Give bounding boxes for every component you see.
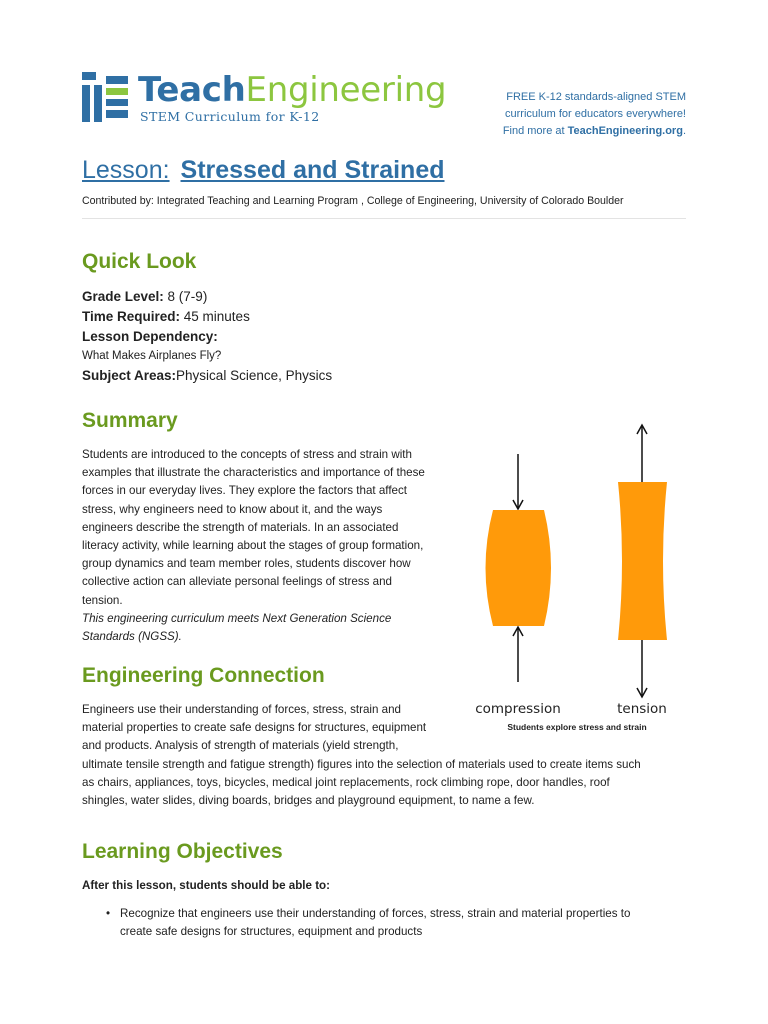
compression-label: compression [475, 701, 561, 717]
figure-caption: Students explore stress and strain [507, 722, 647, 732]
lesson-title[interactable] [82, 154, 445, 186]
teachengineering-logo[interactable] [82, 70, 462, 130]
engineering-connection-heading: Engineering Connection [82, 664, 325, 687]
compression-block [486, 510, 552, 626]
objectives-list [106, 905, 686, 941]
dependency-link[interactable]: What Makes Airplanes Fly? [82, 350, 222, 362]
summary-heading: Summary [82, 409, 178, 432]
quick-look-heading: Quick Look [82, 250, 197, 273]
learning-objectives-heading: Learning Objectives [82, 840, 283, 863]
objectives-intro: After this lesson, students should be able to: [82, 879, 331, 892]
promo-line-1: FREE K-12 standards-aligned STEM [506, 91, 686, 103]
list-item: • Recognize that engineers use their understanding of forces, stress, strain and material properties to create safe designs for structures, equipment and products [106, 905, 686, 941]
logo-wordmark: TeachEngineering [138, 70, 447, 110]
divider [82, 218, 686, 219]
lesson-prefix: Lesson: [82, 156, 170, 184]
promo-text [466, 89, 686, 140]
logo-mark-icon [82, 72, 130, 122]
compression-tension-diagram [466, 420, 688, 720]
ngss-note: This engineering curriculum meets Next Generation Science [82, 611, 392, 625]
tension-block [618, 482, 667, 640]
stress-strain-figure [466, 420, 688, 740]
logo-tagline: STEM Curriculum for K-12 [140, 109, 320, 124]
lesson-name[interactable]: Stressed and Strained [180, 156, 445, 184]
tension-label: tension [617, 701, 667, 717]
quick-look-details: Grade Level: 8 (7-9) Time Required: 45 minutes Lesson Dependency: What Makes Airplanes Fly? Subject Areas:Physical Science, Physics [82, 289, 333, 383]
contributed-by: Contributed by: Integrated Teaching and Learning Program , College of Engineering, University of Colorado Boulder [82, 195, 624, 207]
promo-line-3: Find more at TeachEngineering.org. [502, 125, 686, 137]
teachengineering-link[interactable]: TeachEngineering.org [567, 125, 683, 137]
engineering-connection-paragraph: Engineers use their understanding of forces, stress, strain and material properties to create safe designs for structures, equipment and products. Analysis of strength of materials (yield strength, ultimate tensile strength and fatigue strength) figures into the selection of materials used to create items such as chairs, appliances, toys, bicycles, medical joint replacements, rock climbing rope, door handles, roof shingles, water slides, diving boards, bridges and playground equipment, to name a few. [82, 703, 641, 808]
promo-line-2: curriculum for educators everywhere! [505, 108, 686, 120]
summary-paragraph: Students are introduced to the concepts of stress and strain with examples that illustrate the characteristics and importance of these forces in our everyday lives. They explore the factors that affect stress, why engineers need to know about it, and the ways engineers describe the strength of materials. In an associated literacy activity, while learning about the stages of group formation, group dynamics and team member roles, students discover how collective action can alleviate personal feelings of stress and tension. This engineering curriculum meets Next Generation Science Standards (NGSS). [82, 448, 425, 644]
